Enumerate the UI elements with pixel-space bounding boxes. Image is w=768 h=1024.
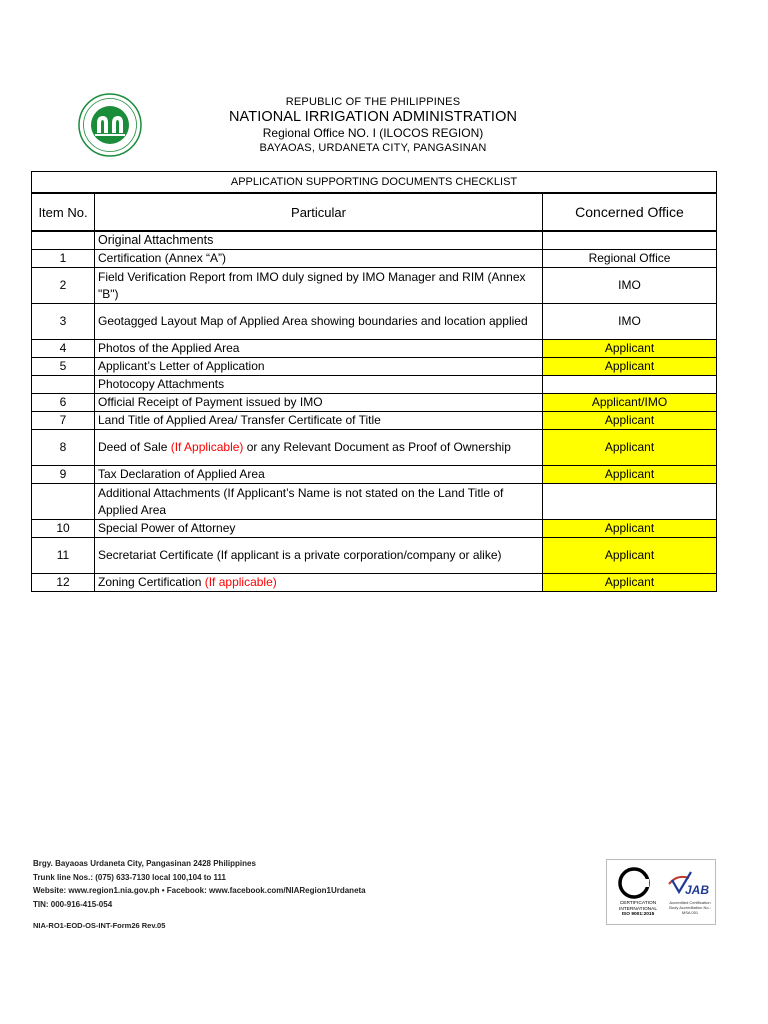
table-row	[32, 538, 717, 574]
jab-text: Accredited Certification Body Accreditation No.: MSA 051	[669, 900, 711, 915]
item-no: 9	[32, 466, 95, 484]
footer-address: Brgy. Bayaoas Urdaneta City, Pangasinan 2428 Philippines	[33, 859, 256, 868]
table-row	[32, 394, 717, 412]
table-row	[32, 268, 717, 304]
jab-label: JAB	[685, 883, 709, 897]
cert-line1: CERTIFICATION	[619, 901, 657, 906]
particular: Secretariat Certificate (If applicant is a private corporation/company or alike)	[95, 538, 543, 574]
section-row	[32, 484, 717, 520]
table-row	[32, 340, 717, 358]
concerned-office: Regional Office	[543, 250, 717, 268]
item-no: 6	[32, 394, 95, 412]
particular: Certification (Annex “A”)	[95, 250, 543, 268]
table-row	[32, 466, 717, 484]
footer-website: Website: www.region1.nia.gov.ph • Facebook: www.facebook.com/NIARegion1Urdaneta	[33, 886, 366, 895]
section-row	[32, 376, 717, 394]
footer-contact	[33, 857, 366, 911]
col-header-office: Concerned Office	[543, 193, 717, 231]
cert-line2: INTERNATIONAL	[618, 906, 658, 912]
particular: Tax Declaration of Applied Area	[95, 466, 543, 484]
particular-text: Zoning Certification	[98, 575, 205, 589]
table-row	[32, 574, 717, 592]
footer-tin: TIN: 000-916-415-054	[33, 899, 113, 909]
address-line: BAYAOAS, URDANETA CITY, PANGASINAN	[259, 142, 487, 154]
jab-accreditation-icon	[667, 870, 709, 898]
regional-office-line: Regional Office NO. I (ILOCOS REGION)	[262, 126, 484, 140]
item-no: 8	[32, 430, 95, 466]
table-row	[32, 412, 717, 430]
concerned-office: Applicant	[543, 358, 717, 376]
certification-badge	[606, 859, 716, 925]
table-title: APPLICATION SUPPORTING DOCUMENTS CHECKLIST	[32, 172, 717, 194]
particular	[95, 430, 543, 466]
item-no: 2	[32, 268, 95, 304]
document-header	[0, 96, 746, 155]
particular: Special Power of Attorney	[95, 520, 543, 538]
item-no: 7	[32, 412, 95, 430]
table-row	[32, 358, 717, 376]
table-row	[32, 520, 717, 538]
particular	[95, 574, 543, 592]
concerned-office: Applicant/IMO	[543, 394, 717, 412]
form-code: NIA-RO1-EOD-OS-INT-Form26 Rev.05	[33, 921, 166, 930]
particular: Field Verification Report from IMO duly signed by IMO Manager and RIM (Annex "B")	[95, 268, 543, 304]
particular: Official Receipt of Payment issued by IMO	[95, 394, 543, 412]
table-header-row	[32, 193, 717, 231]
republic-line: REPUBLIC OF THE PHILIPPINES	[285, 96, 461, 108]
concerned-office: Applicant	[543, 340, 717, 358]
svg-text:· · · · · · · · · ·: · · · · · · · · · ·	[100, 99, 120, 103]
concerned-office: Applicant	[543, 466, 717, 484]
concerned-office: IMO	[543, 268, 717, 304]
concerned-office: Applicant	[543, 412, 717, 430]
item-no: 3	[32, 304, 95, 340]
section-photocopy: Photocopy Attachments	[95, 376, 543, 394]
table-row	[32, 250, 717, 268]
conditional-note: (If applicable)	[204, 575, 277, 589]
table-row	[32, 430, 717, 466]
svg-text:· · · · · · · ·: · · · · · · · ·	[102, 149, 118, 153]
particular: Applicant’s Letter of Application	[95, 358, 543, 376]
item-no: 4	[32, 340, 95, 358]
concerned-office: Applicant	[543, 520, 717, 538]
footer-trunk-line: Trunk line Nos.: (075) 633-7130 local 100,104 to 111	[33, 872, 226, 882]
agency-name: NATIONAL IRRIGATION ADMINISTRATION	[228, 109, 518, 125]
item-no: 5	[32, 358, 95, 376]
concerned-office: Applicant	[543, 538, 717, 574]
col-header-item: Item No.	[32, 193, 95, 231]
particular-text: or any Relevant Document as Proof of Ownership	[243, 440, 511, 454]
table-row	[32, 304, 717, 340]
section-row	[32, 231, 717, 250]
particular-text: Deed of Sale	[98, 440, 171, 454]
concerned-office: Applicant	[543, 574, 717, 592]
table-title-row	[32, 172, 717, 194]
item-no: 12	[32, 574, 95, 592]
particular: Photos of the Applied Area	[95, 340, 543, 358]
item-no: 1	[32, 250, 95, 268]
section-original: Original Attachments	[95, 231, 543, 250]
conditional-note: (If Applicable)	[170, 440, 244, 454]
item-no: 10	[32, 520, 95, 538]
item-no: 11	[32, 538, 95, 574]
certification-ring-icon	[617, 866, 651, 900]
concerned-office: Applicant	[543, 430, 717, 466]
concerned-office: IMO	[543, 304, 717, 340]
certification-text	[610, 901, 666, 918]
col-header-particular: Particular	[95, 193, 543, 231]
cert-iso: ISO 9001:2015	[621, 912, 655, 917]
particular: Land Title of Applied Area/ Transfer Certificate of Title	[95, 412, 543, 430]
section-additional: Additional Attachments (If Applicant’s Name is not stated on the Land Title of Applied Area	[95, 484, 543, 520]
checklist-table	[31, 171, 717, 592]
particular: Geotagged Layout Map of Applied Area showing boundaries and location applied	[95, 304, 543, 340]
